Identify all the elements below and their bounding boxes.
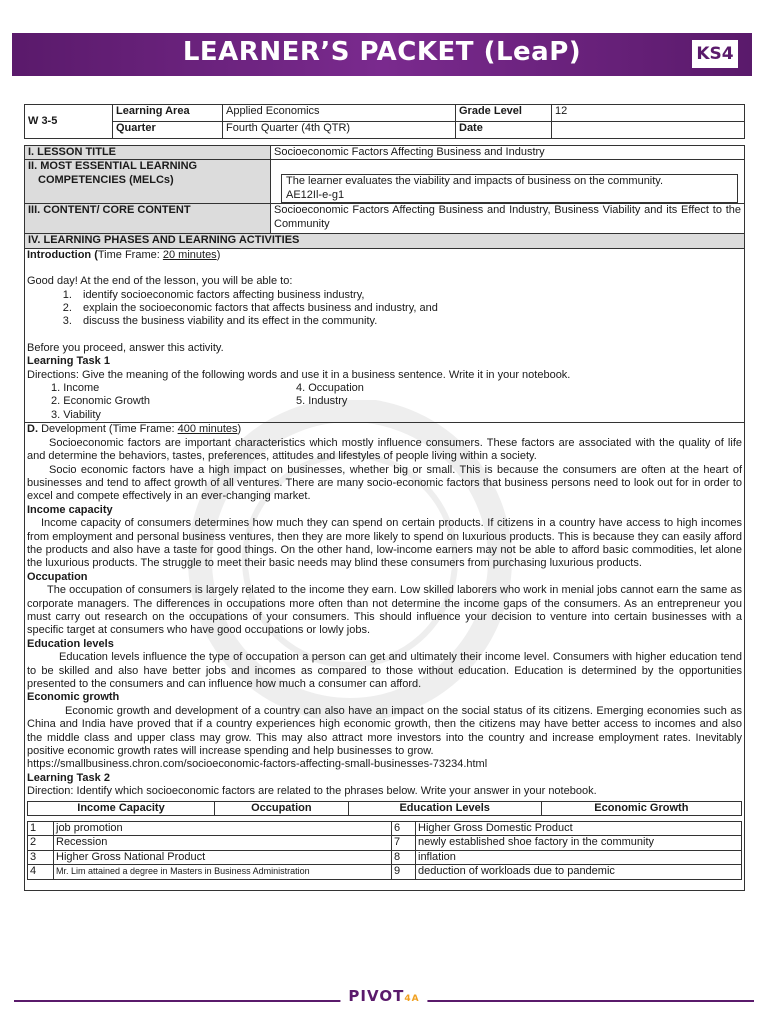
dev-paragraph-1: Socioeconomic factors are important characteristics which mostly influence consumers. These factors are associated with the quality of life and determine the behaviors, tastes, preferences, attitudes and lifestyles of people living within a society. [27, 436, 742, 463]
item-phrase: newly established shoe factory in the community [416, 836, 742, 850]
lesson-title-value: Socioeconomic Factors Affecting Business and Industry [271, 146, 745, 160]
development-heading [27, 423, 742, 436]
item-number: 1 [28, 822, 54, 836]
footer [14, 987, 754, 1005]
income-capacity-paragraph: Income capacity of consumers determines how much they can spend on certain products. If citizens in a country have access to high incomes from employment and personal business ventures, then they are more likely to spend on luxurious products. This is because they can easily afford the products and also have a taste for good things. On the other hand, low-income earners may not be able to afford basic commodities, let alone the luxurious products. The struggle to meet their basic needs may blind these consumers from purchasing luxurious products. [27, 517, 742, 570]
lesson-title-label: I. LESSON TITLE [25, 146, 271, 160]
income-capacity-heading: Income capacity [27, 503, 113, 516]
item-phrase: Recession [54, 836, 392, 850]
phases-heading: IV. LEARNING PHASES AND LEARNING ACTIVITIES [25, 234, 744, 248]
header-table [24, 104, 745, 139]
item-phrase: Higher Gross National Product [54, 850, 392, 864]
grade-level-label: Grade Level [456, 105, 552, 122]
item-number: 7 [392, 836, 416, 850]
factor-categories-table [27, 801, 742, 816]
word-item: 2. Economic Growth [51, 395, 151, 408]
development-minutes: 400 minutes [177, 423, 238, 436]
objective-item: 1. identify socioeconomic factors affecting business industry, [75, 289, 742, 302]
category-income-capacity: Income Capacity [28, 801, 215, 815]
title-banner [12, 33, 752, 76]
item-number: 9 [392, 865, 416, 879]
economic-growth-heading: Economic growth [27, 691, 120, 704]
word-item: 4. Occupation [296, 382, 364, 395]
learning-area-value: Applied Economics [223, 105, 456, 122]
introduction-section [25, 249, 744, 422]
content-label: III. CONTENT/ CORE CONTENT [25, 204, 271, 234]
greeting: Good day! At the end of the lesson, you will be able to: [27, 275, 293, 288]
packet-title: LEARNER’S PACKET (LeaP) [182, 37, 582, 67]
development-section [25, 422, 744, 889]
intro-minutes: 20 minutes [162, 248, 217, 261]
dev-paragraph-2: Socio economic factors have a high impact on businesses, whether big or small. This is because the consumers are often at the heart of businesses and tend to affect growth of all ventures. There are many socio-economic factors that business persons need to look out for in order to excel and compete effectively in an ever-changing market. [27, 463, 742, 503]
learning-area-label: Learning Area [113, 105, 223, 122]
learner-packet-sheet [24, 104, 745, 891]
melc-label-line-1: II. MOST ESSENTIAL LEARNING [28, 160, 198, 173]
word-column-right [296, 382, 541, 422]
development-label: D. [27, 423, 38, 436]
intro-label: Introduction ( [27, 248, 98, 261]
table-row [28, 836, 742, 850]
item-number: 6 [392, 822, 416, 836]
item-phrase: Higher Gross Domestic Product [416, 822, 742, 836]
item-phrase: inflation [416, 850, 742, 864]
development-close: ) [237, 423, 242, 436]
development-timeframe-label: Development (Time Frame: [41, 423, 178, 436]
quarter-value: Fourth Quarter (4th QTR) [223, 122, 456, 139]
table-row [28, 865, 742, 879]
before-proceed: Before you proceed, answer this activity. [27, 341, 224, 354]
table-row [28, 822, 742, 836]
date-field[interactable] [552, 122, 745, 139]
occupation-heading: Occupation [27, 570, 88, 583]
table-row [28, 850, 742, 864]
word-item: 1. Income [51, 382, 100, 395]
task2-title: Learning Task 2 [27, 771, 110, 784]
word-column-left [51, 382, 296, 422]
item-phrase: Mr. Lim attained a degree in Masters in Business Administration [54, 865, 392, 879]
education-paragraph: Education levels influence the type of occupation a person can get and ultimately their income level. Consumers with higher education tend to be skilled and also have better jobs and incomes as compared to those without education. Education is determined by the opportunities presented to the consumers and can influence how much a consumer can afford. [27, 651, 742, 690]
item-phrase: job promotion [54, 822, 392, 836]
source-link[interactable]: https://smallbusiness.chron.com/socioeconomic-factors-affecting-small-businesses-73234.html [27, 758, 488, 771]
category-occupation: Occupation [214, 801, 348, 815]
week-label: W 3-5 [25, 105, 113, 139]
melc-label-line-2: COMPETENCIES (MELCs) [38, 173, 174, 186]
intro-heading [27, 249, 742, 262]
melc-label [25, 160, 271, 204]
word-item: 3. Viability [51, 408, 101, 421]
task2-items-table [27, 821, 742, 880]
education-heading: Education levels [27, 637, 114, 650]
melc-text: The learner evaluates the viability and impacts of business on the community. [286, 175, 664, 188]
date-label: Date [456, 122, 552, 139]
learning-phases [24, 234, 745, 890]
item-number: 2 [28, 836, 54, 850]
item-number: 4 [28, 865, 54, 879]
ks-badge: KS4 [692, 40, 738, 68]
objectives-list [75, 289, 742, 329]
word-item: 5. Industry [296, 395, 348, 408]
objective-item: 2. explain the socioeconomic factors that affects business and industry, and [75, 302, 742, 315]
intro-close: ) [216, 248, 221, 261]
quarter-label: Quarter [113, 122, 223, 139]
objective-item: 3. discuss the business viability and its effect in the community. [75, 315, 742, 328]
occupation-paragraph: The occupation of consumers is largely related to the income they earn. Low skilled laborers who work in menial jobs cannot earn the same as corporate managers. The differences in occupations more often than not determine the income gaps of the consumers. As an entrepreneur you must carry out research on the occupations of your consumers. This should influence your decision to venture into certain businesses with a specific target at consumers who have good occupations or lowly jobs. [27, 584, 742, 637]
economic-growth-paragraph: Economic growth and development of a country can also have an impact on the social status of its citizens. Emerging economies such as China and India have proved that if a country experiences high economic growth, then the citizens may have better access to incomes and also the middle class and upper class may grow. This may also attract more investors into the country and increase employment rates. Inevitably positive economic growth rates will increase spending and help businesses to grow. [27, 704, 742, 758]
content-value: Socioeconomic Factors Affecting Business and Industry, Business Viability and its Effect to the Community [271, 204, 745, 234]
category-education-levels: Education Levels [348, 801, 541, 815]
lesson-meta-table [24, 145, 745, 234]
grade-level-value[interactable]: 12 [552, 105, 745, 122]
item-number: 3 [28, 850, 54, 864]
task1-word-list [51, 382, 742, 422]
melc-box [281, 174, 738, 203]
item-phrase: deduction of workloads due to pandemic [416, 865, 742, 879]
melc-cell [271, 160, 745, 204]
task1-title: Learning Task 1 [27, 355, 110, 368]
intro-timeframe-label: Time Frame: [97, 248, 163, 261]
task1-directions: Directions: Give the meaning of the following words and use it in a business sentence. Write it in your notebook. [27, 368, 571, 381]
item-number: 8 [392, 850, 416, 864]
category-economic-growth: Economic Growth [541, 801, 741, 815]
task2-directions: Direction: Identify which socioeconomic factors are related to the phrases below. Write your answer in your notebook. [27, 785, 597, 798]
pivot-logo: PIVOT4A [340, 987, 427, 1005]
melc-code: AE12Il-e-g1 [286, 188, 345, 201]
